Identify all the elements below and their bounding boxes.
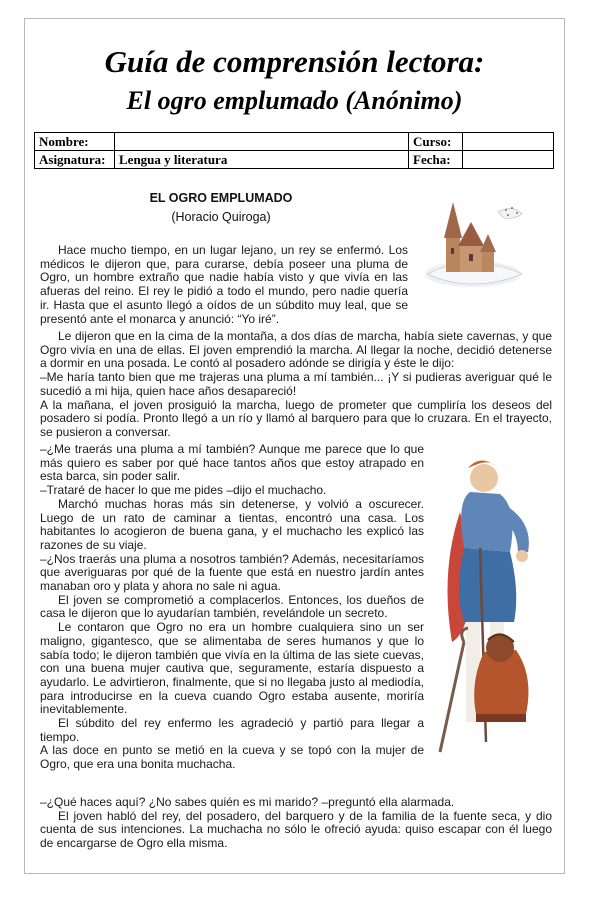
castle-illustration <box>418 192 528 292</box>
paragraph-4: A la mañana, el joven prosiguió la marcha, luego de prometer que cumpliría los deseos del posadero si podía. Pronto llegó a un río y llamó al barquero para que lo cruzara. En el trayecto, se pusieron a conversar. <box>40 397 552 439</box>
paragraph-9: El joven se comprometió a complacerlos. Entonces, los dueños de casa le dijeron que lo ayudarían también, revelándole un secreto. <box>40 592 424 621</box>
paragraph-2: Le dijeron que en la cima de la montaña, a dos días de marcha, había siete cavernas, y que Ogro vivía en una de ellas. El joven emprendió la marcha. Al llegar la noche, decidió detenerse a dormir en una posada. Le contó al posadero adónde se dirigía y éste le dijo: <box>40 329 552 371</box>
asignatura-field[interactable]: Lengua y literatura <box>115 151 409 169</box>
paragraph-11: El súbdito del rey enfermo les agradeció y partió para llegar a tiempo. <box>40 716 424 744</box>
story-text-mid <box>40 330 552 440</box>
page-subtitle: El ogro emplumado (Anónimo) <box>126 86 463 115</box>
paragraph-8: –¿Nos traerás una pluma a nosotros también? Además, necesitaríamos que averiguaras por qué de la fuente que está en nuestro jardín antes manaban oro y plata y ahora no sale ni agua. <box>40 551 424 594</box>
story-heading <box>146 190 296 227</box>
paragraph-3: –Me haría tanto bien que me trajeras una pluma a mí también... ¡Y si pudieras averiguar qué le sucedió a mi hija, quien hace años desapareció! <box>40 370 552 398</box>
story-author: (Horacio Quiroga) <box>171 210 271 224</box>
story-text-top <box>40 244 408 326</box>
paragraph-1: Hace mucho tiempo, en un lugar lejano, un rey se enfermó. Los médicos le dijeron que, para curarse, debía poseer una pluma de Ogro, un hombre extraño que nadie había visto y que vivía en las afueras del reino. El rey le pidió a todo el mundo, pero nadie quería ir. Hasta que el asunto llegó a oídos de un súbdito muy leal, que se presentó ante el monarca y anunció: “Yo iré”. <box>40 243 408 326</box>
story-title: EL OGRO EMPLUMADO <box>149 191 293 205</box>
fecha-label: Fecha: <box>409 151 463 169</box>
student-info-table <box>34 132 554 169</box>
paragraph-7: Marchó muchas horas más sin detenerse, y volvió a oscurecer. Luego de un rato de caminar a tientas, encontró una casa. Los habitantes lo acogieron de buena gana, y el muchacho les explicó las razones de su viaje. <box>40 496 424 552</box>
young-man-illustration <box>430 452 550 756</box>
nombre-field[interactable] <box>115 133 409 151</box>
nombre-label: Nombre: <box>35 133 115 151</box>
paragraph-13: –¿Qué haces aquí? ¿No sabes quién es mi marido? –preguntó ella alarmada. <box>40 795 455 809</box>
curso-label: Curso: <box>409 133 463 151</box>
fecha-field[interactable] <box>463 151 554 169</box>
story-text-bottom <box>40 443 424 772</box>
asignatura-label: Asignatura: <box>35 151 115 169</box>
paragraph-5: –¿Me traerás una pluma a mí también? Aunque me parece que lo que más quiero es saber por qué hace tantos años que estoy atrapado en esta barca, sin poder salir. <box>40 442 424 484</box>
paragraph-10: Le contaron que Ogro no era un hombre cualquiera sino un ser maligno, gigantesco, que se alimentaba de seres humanos y que lo sabía todo; le dijeron también que vivía en la última de las siete cuevas, con una buena mujer cautiva que, seguramente, estaría dispuesto a ayudarlo. Le advirtieron, finalmente, que si no llegaba justo al mediodía, para introducirse en la cueva cuando Ogro estaba ausente, moriría inevitablemente. <box>40 620 424 717</box>
story-text-end <box>40 796 552 851</box>
paragraph-12: A las doce en punto se metió en la cueva y se topó con la mujer de Ogro, que era una bonita muchacha. <box>40 743 424 772</box>
curso-field[interactable] <box>463 133 554 151</box>
page-title: Guía de comprensión lectora: <box>104 44 485 79</box>
paragraph-6: –Trataré de hacer lo que me pides –dijo el muchacho. <box>40 483 327 498</box>
paragraph-14: El joven habló del rey, del posadero, del barquero y de la familia de la fuente seca, y dio cuenta de sus intenciones. La muchacha no sólo le ofreció ayuda: quiso escapar con él luego de encargarse de Ogro ella misma. <box>40 808 552 851</box>
